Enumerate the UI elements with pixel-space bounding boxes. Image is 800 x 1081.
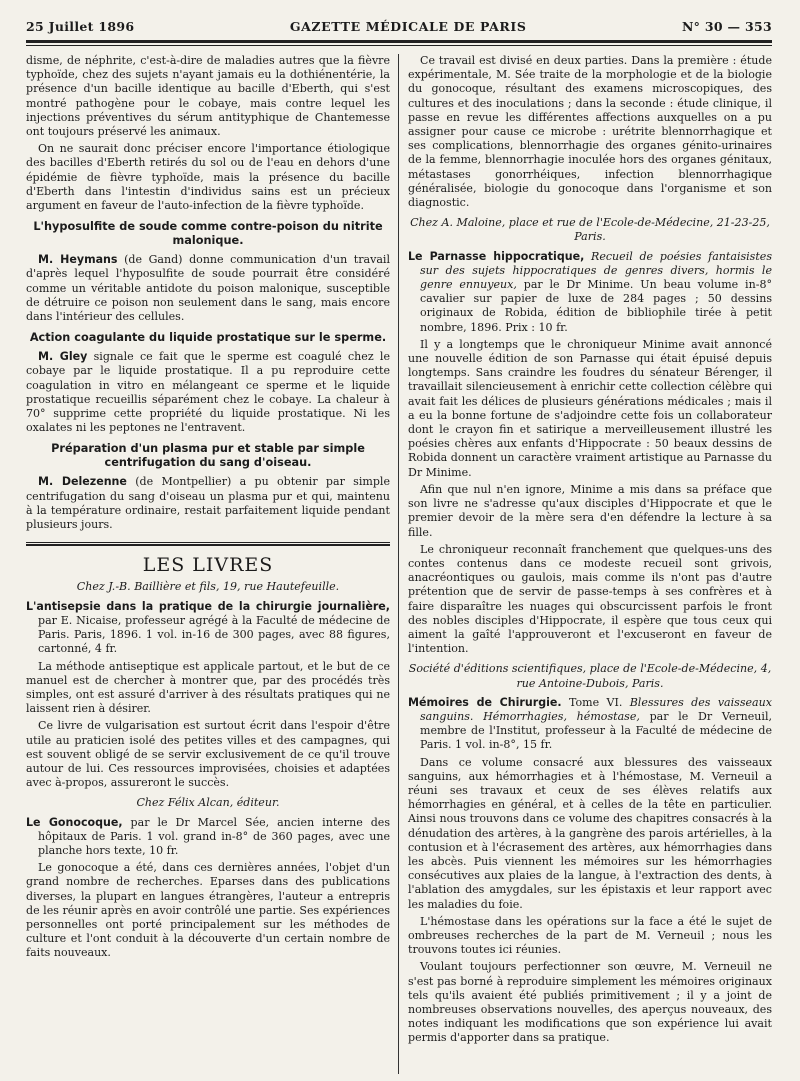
paragraph — [26, 253, 390, 324]
paragraph — [26, 475, 390, 532]
page-header — [26, 14, 772, 34]
page-number: N° 30 — 353 — [681, 19, 772, 34]
section-divider — [26, 542, 390, 546]
paragraph-text: signale ce fait que le sperme est coagulé chez le cobaye par le liquide prostatique. Il a pu reproduire cette coagulation in vitro en mélangeant ce sperme et le liquide prostatique recueillis séparément chez le cobaye. La chaleur à 70° supprime cette propriété du liquide prostatique. Ni les oxalates ni les peptones ne l'entravent. — [26, 350, 390, 435]
book-entry — [408, 250, 772, 335]
paragraph: Ce livre de vulgarisation est surtout écrit dans l'espoir d'être utile au praticien isolé des petites villes et des campagnes, qui est souvent obligé de se servir exclusivement de ce qu'il trouve autour de lui. Ces ressources improvisées, choisies et adaptées avec à-propos, assureront le succès. — [26, 719, 390, 790]
book-entry — [26, 816, 390, 859]
book-entry — [408, 696, 772, 753]
section-title: L'hyposulfite de soude comme contre-poison du nitrite malonique. — [33, 220, 383, 248]
book-details: par le Dr Minime. Un beau volume in-8° cavalier sur papier de luxe de 284 pages ; 50 dessins originaux de Robida, édition de bibliophile tirée à petit nombre, 1896. Prix : 10 fr. — [420, 278, 772, 334]
book-title: Le Parnasse hippocratique, — [408, 249, 585, 263]
paragraph: Voulant toujours perfectionner son œuvre, M. Verneuil ne s'est pas borné à reproduire simplement les mémoires originaux tels qu'ils avaient été publiés primitivement ; il y a joint de nombreuses observations nouvelles, des aperçus nouveaux, des notes indiquant les modifications que son expérience lui avait permis d'apporter dans sa pratique. — [408, 960, 772, 1045]
paragraph: L'hémostase dans les opérations sur la face a été le sujet de ombreuses recherches de la part de M. Verneuil ; nous les trouvons toutes ici réunies. — [408, 914, 772, 957]
paragraph: Il y a longtemps que le chroniqueur Minime avait annoncé une nouvelle édition de son Parnasse qui était épuisé depuis longtemps. Sans craindre les foudres du sénateur Bérenger, il travaillait silencieusement à enrichir cette collection célèbre qui avait fait les délices de plusieurs générations médicales ; mais il a eu la bonne fortune de s'adjoindre cette fois un collaborateur dont le crayon fin et satirique a merveilleusement illustré les poésies chères aux enfants d'Hippocrate : 50 beaux dessins de Robida donnent un caractère vraiment artistique au Parnasse du Dr Minime. — [408, 337, 772, 479]
publisher-line: Chez J.-B. Baillière et fils, 19, rue Hautefeuille. — [76, 580, 340, 594]
book-details: par E. Nicaise, professeur agrégé à la Faculté de médecine de Paris. Paris, 1896. 1 vol. in-16 de 300 pages, avec 88 figures, cartonné, 4 fr. — [38, 613, 390, 656]
paragraph: disme, de néphrite, c'est-à-dire de maladies autres que la fièvre typhoïde, chez des sujets n'ayant jamais eu la dothiénentérie, la présence d'un bacille identique au bacille d'Eberth, qui s'est montré pathogène pour le cobaye, mais contre lequel les injections préventives du sérum antityphique de Chantemesse ont toujours préservé les animaux. — [26, 54, 390, 139]
book-subtitle: Blessures des vaisseaux sanguins. Hémorrhagies, hémostase, — [420, 695, 772, 723]
book-details: par le Dr Marcel Sée, ancien interne des hôpitaux de Paris. 1 vol. grand in-8° de 360 pages, avec une planche hors texte, 10 fr. — [38, 815, 390, 857]
journal-title: GAZETTE MÉDICALE DE PARIS — [289, 19, 527, 34]
paragraph: Le gonocoque a été, dans ces dernières années, l'objet d'un grand nombre de recherches. Eparses dans des publications diverses, la plupart en langues étrangères, l'auteur a entrepris de les réunir après en avoir contrôlé une partie. Ses expériences personnelles ont porté principalement sur les méthodes de culture et l'ont conduit à la découverte d'un certain nombre de faits nouveaux. — [26, 861, 390, 960]
header-rule — [26, 40, 772, 46]
paragraph-text: (de Gand) donne communication d'un travail d'après lequel l'hyposulfite de soude pourrait être considéré comme un véritable antidote du poison malonique, susceptible de détruire ce poison non seulement dans le sang, mais encore dans l'intérieur des cellules. — [26, 253, 390, 324]
book-title: L'antisepsie dans la pratique de la chirurgie journalière, — [26, 599, 390, 613]
paragraph: Dans ce volume consacré aux blessures des vaisseaux sanguins, aux hémorrhagies et à l'hémostase, M. Verneuil a réuni ses travaux et ceux de ses élèves relatifs aux hémorrhagies en général, et à celles de la tête en particulier. Ainsi nous trouvons dans ce volume des chapitres consacrés à la dénudation des artères, à la gangrène des parois artérielles, à la contusion et à l'écrasement des artères, aux hémorrhagies dans les abcès. Puis viennent les mémoires sur les hémorrhagies consécutives aux plaies de la langue, à l'extraction des dents, à l'ablation des amygdales, sur les épistaxis et leur rapport avec les maladies du foie. — [408, 755, 772, 911]
book-title: Le Gonocoque, — [26, 815, 123, 829]
paragraph: Ce travail est divisé en deux parties. Dans la première : étude expérimentale, M. Sée traite de la morphologie et de la biologie du gonocoque, résultant des examens microscopiques, des cultures et des inoculations ; dans la seconde : étude clinique, il passe en revue les différentes affections auxquelles on a pu assigner pour cause ce microbe : urétrite blennorrhagique et ses complications, blennorrhagie des organes génito-urinaires de la femme, blennorrhagie inoculée hors des organes génitaux, métastases gonorrhéiques, infection blennorrhagique généralisée, biologie du gonocoque dans l'organisme et son diagnostic. — [408, 54, 772, 210]
publisher-line: Chez A. Maloine, place et rue de l'Ecole-de-Médecine, 21-23-25, Paris. — [410, 216, 770, 244]
book-volume: Tome VI. — [561, 695, 623, 709]
paragraph-text: (de Montpellier) a pu obtenir par simple centrifugation du sang d'oiseau un plasma pur et qui, maintenu à la température ordinaire, restait parfaitement liquide pendant plusieurs jours. — [26, 475, 390, 532]
paragraph: Le chroniqueur reconnaît franchement que quelques-uns des contes contenus dans ce modeste recueil sont grivois, anacréontiques ou gaulois, mais comme ils n'ont pas d'autre prétention que de servir de passe-temps à ses confrères et à faire disparaître les nuages qui obscurcissent parfois le front des nobles disciples d'Hippocrate, il espère que tous ceux qui aiment la gaîté l'approuveront et l'excuseront en faveur de l'intention. — [408, 542, 772, 656]
publisher-line: Société d'éditions scientifiques, place de l'Ecole-de-Médecine, 4, rue Antoine-Dubois, Paris. — [408, 662, 772, 690]
livres-heading: LES LIVRES — [142, 554, 274, 577]
paragraph: On ne saurait donc préciser encore l'importance étiologique des bacilles d'Eberth retirés du sol ou de l'eau en dehors d'une épidémie de fièvre typhoïde, mais la présence du bacille d'Eberth dans l'intestin d'individus sains est un précieux argument en faveur de l'auto-infection de la fièvre typhoïde. — [26, 142, 390, 213]
text-columns — [26, 54, 772, 1074]
book-details: par le Dr Verneuil, membre de l'Institut, professeur à la Faculté de médecine de Paris. 1 vol. in-8°, 15 fr. — [420, 709, 772, 752]
book-title: Mémoires de Chirurgie. — [408, 695, 562, 709]
author-name: M. Delezenne — [38, 475, 127, 489]
paragraph: Afin que nul n'en ignore, Minime a mis dans sa préface que son livre ne s'adresse qu'aux disciples d'Hippocrate et que le premier devoir de la mère sera d'en défendre la lecture à sa fille. — [408, 482, 772, 539]
left-column — [26, 54, 398, 1074]
publisher-line: Chez Félix Alcan, éditeur. — [136, 796, 280, 810]
paragraph: La méthode antiseptique est applicale partout, et le but de ce manuel est de chercher à montrer que, par des procédés très simples, ont est assuré d'arriver à des résultats pratiques qui ne laissent rien à désirer. — [26, 659, 390, 716]
book-entry — [26, 600, 390, 657]
right-column — [398, 54, 772, 1074]
author-name: M. Gley — [38, 350, 88, 364]
header-date: 25 Juillet 1896 — [26, 19, 135, 34]
author-name: M. Heymans — [38, 253, 118, 267]
section-title: Préparation d'un plasma pur et stable par simple centrifugation du sang d'oiseau. — [51, 442, 365, 470]
paragraph — [26, 350, 390, 435]
book-subtitle: Recueil de poésies fantaisistes sur des sujets hippocratiques de genres divers, hormis le genre ennuyeux, — [420, 249, 772, 292]
section-title: Action coagulante du liquide prostatique sur le sperme. — [29, 331, 387, 345]
